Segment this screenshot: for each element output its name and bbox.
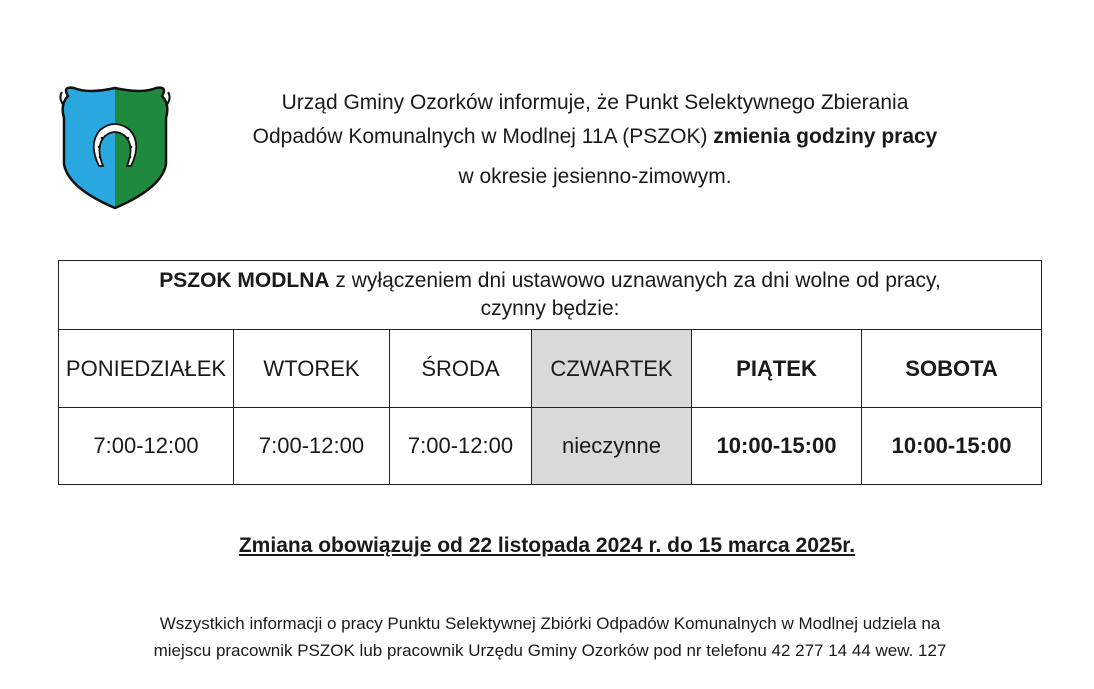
intro-line-3: w okresie jesienno-zimowym. [458,165,732,188]
day-monday: PONIEDZIAŁEK [59,330,234,408]
schedule-header-line-2: czynny będzie: [480,297,620,320]
schedule-header [59,261,1042,330]
hours-tuesday: 7:00-12:00 [234,408,390,485]
validity-notice: Zmiana obowiązuje od 22 listopada 2024 r. do 15 marca 2025r. [238,534,856,557]
schedule-header-bold: PSZOK MODLNA [159,269,330,292]
hours-thursday: nieczynne [532,408,692,485]
day-friday: PIĄTEK [692,330,862,408]
hours-monday: 7:00-12:00 [59,408,234,485]
schedule-header-text: z wyłączeniem dni ustawowo uznawanych za dni wolne od pracy, [329,269,941,292]
day-thursday: CZWARTEK [532,330,692,408]
hours-wednesday: 7:00-12:00 [390,408,532,485]
intro-line-2 [180,120,1010,154]
coat-of-arms-icon [58,84,172,212]
schedule-table [58,260,1042,485]
hours-saturday: 10:00-15:00 [862,408,1042,485]
footer-line-1: Wszystkich informacji o pracy Punktu Selektywnej Zbiórki Odpadów Komunalnych w Modlnej udziela na [159,614,941,633]
day-tuesday: WTOREK [234,330,390,408]
intro-line-2-bold: zmienia godziny pracy [713,125,938,148]
footer-line-2: miejscu pracownik PSZOK lub pracownik Urzędu Gminy Ozorków pod nr telefonu 42 277 14 44 wew. 127 [153,641,947,660]
day-saturday: SOBOTA [862,330,1042,408]
intro-line-1: Urząd Gminy Ozorków informuje, że Punkt Selektywnego Zbierania [281,91,909,114]
day-wednesday: ŚRODA [390,330,532,408]
hours-friday: 10:00-15:00 [692,408,862,485]
contact-footer [60,610,1040,664]
announcement-intro [180,86,1010,194]
intro-line-2-text: Odpadów Komunalnych w Modlnej 11A (PSZOK) [252,125,714,148]
